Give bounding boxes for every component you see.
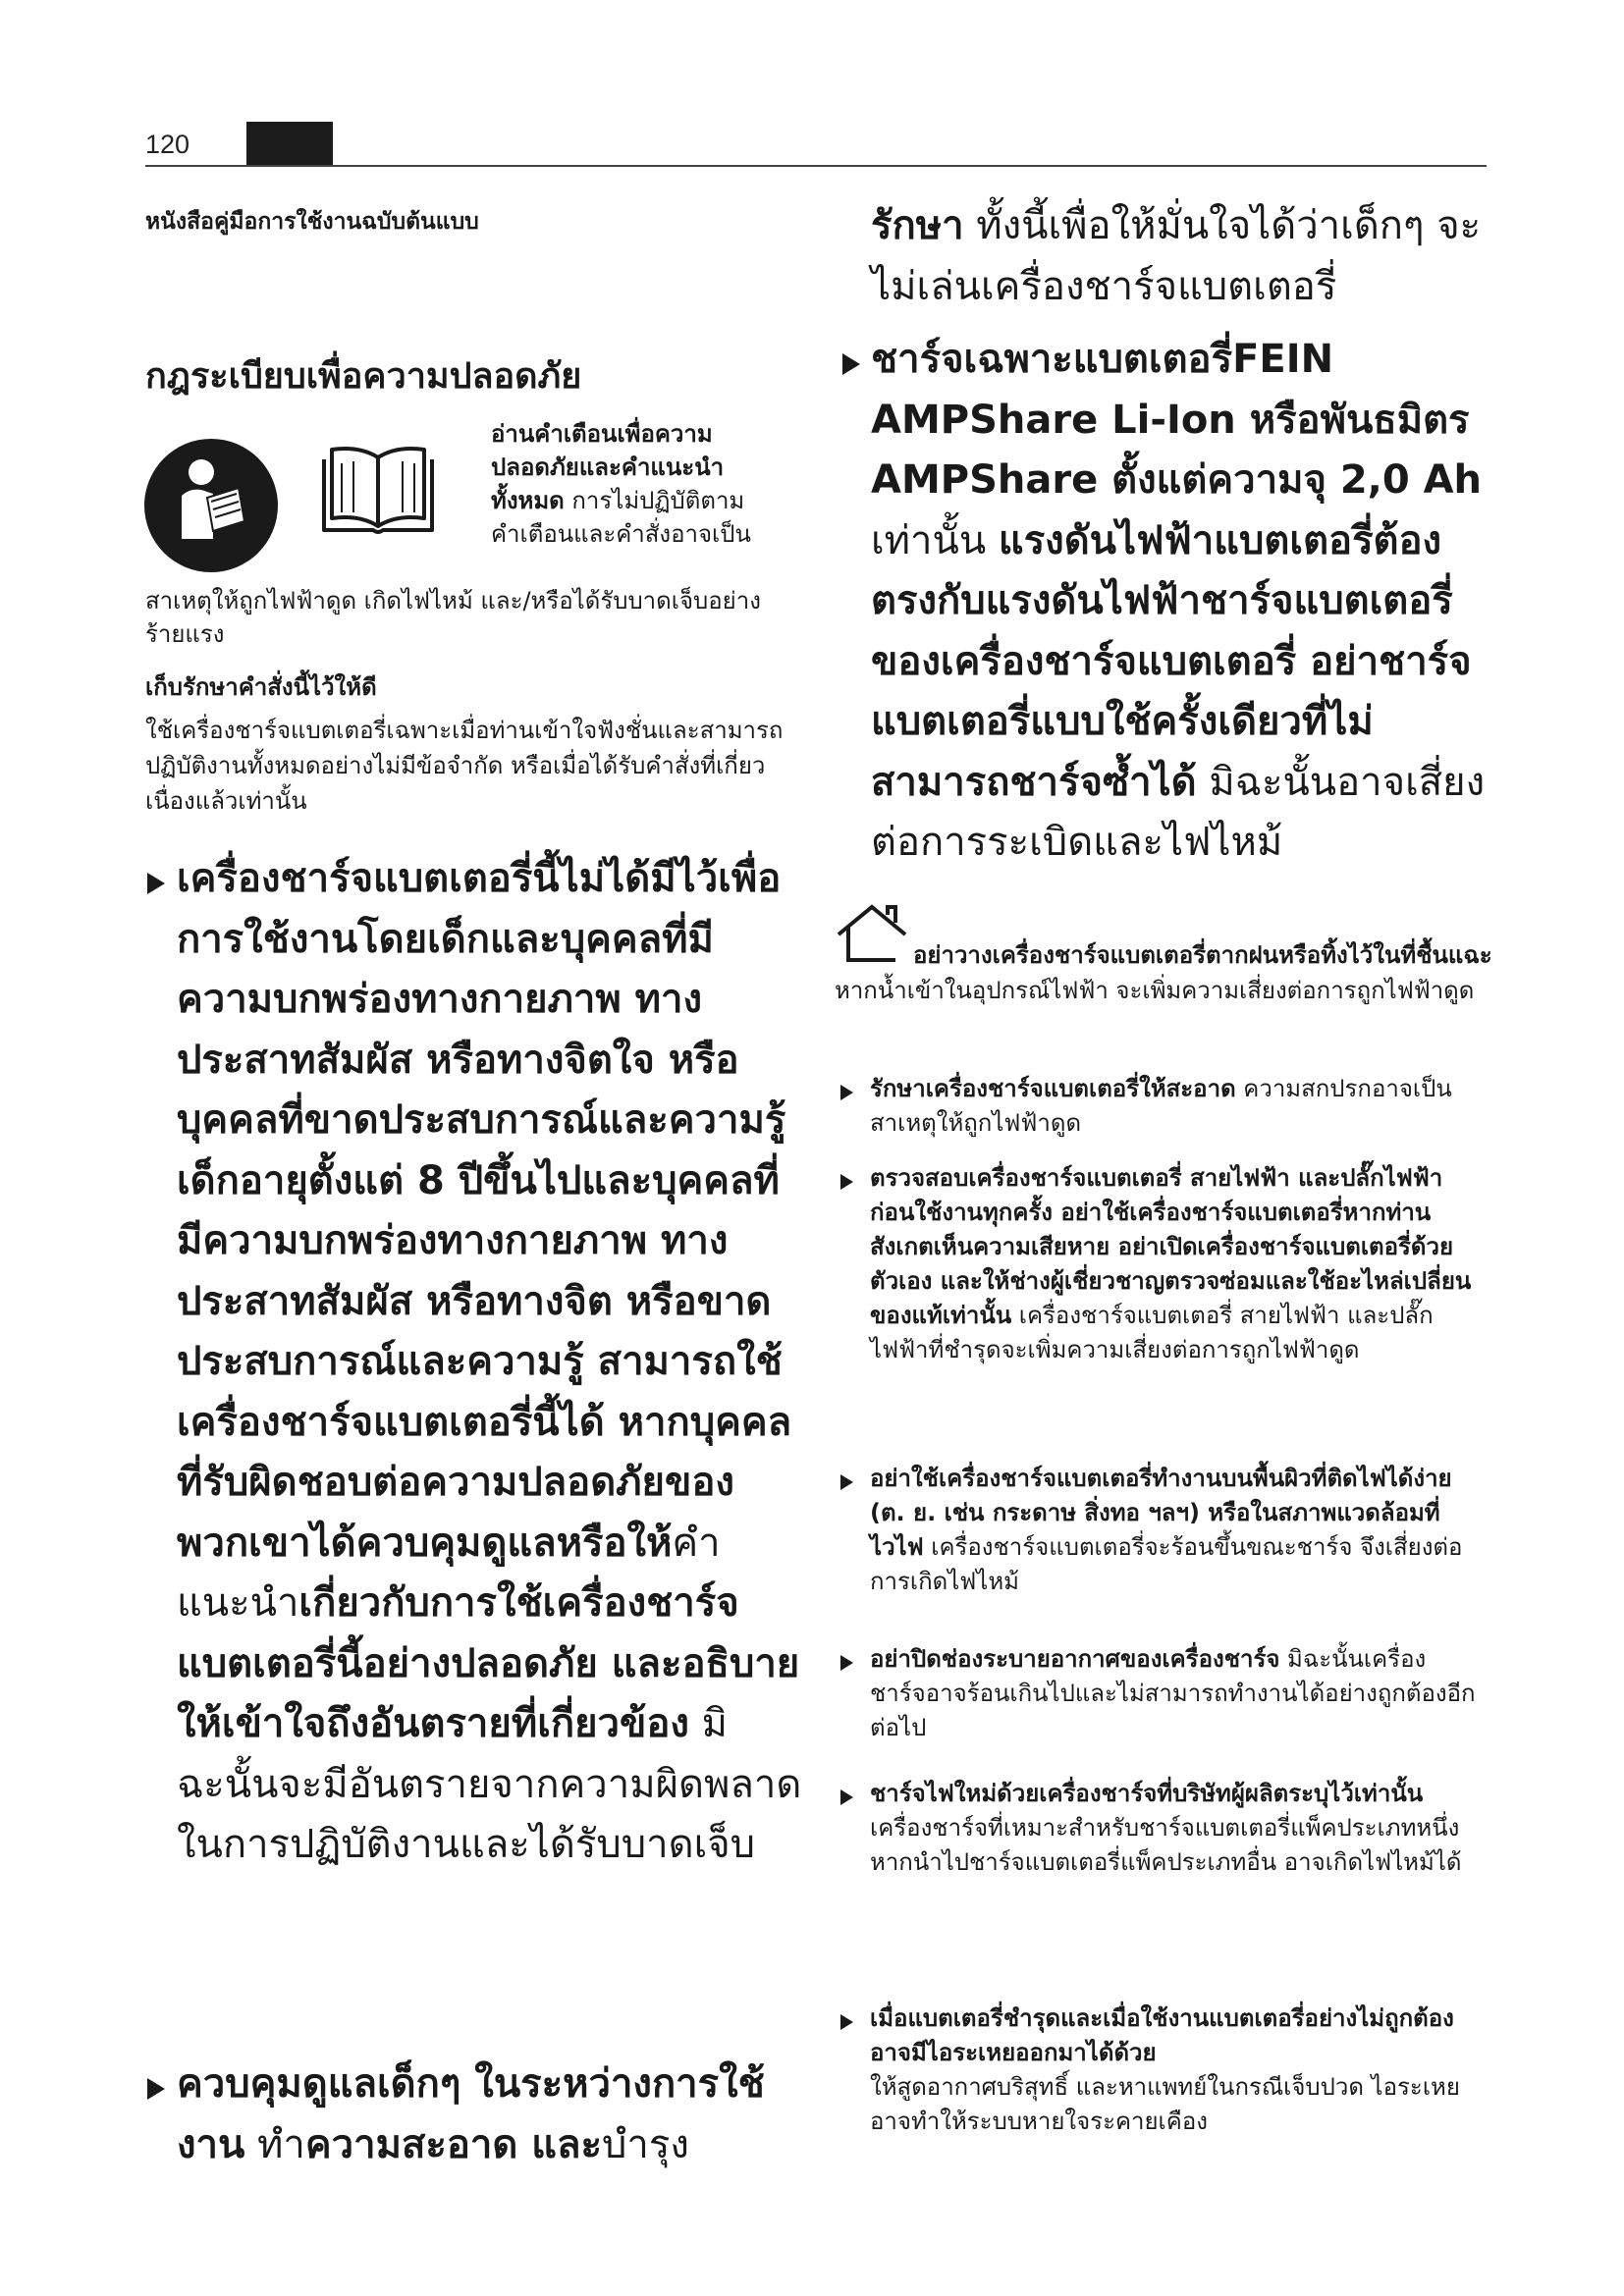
b1-normal: คำแนะนำ [177, 1520, 721, 1626]
approved-charger-item [870, 1777, 1479, 1880]
warning-line: คำเตือนและคำสั่งอาจเป็น [491, 520, 751, 548]
b3-bold1: ชาร์จเฉพาะแบตเตอรี่FEIN AMPShare Li-Ion หรือพันธมิตร AMPShare ตั้งแต่ความจุ 2,0 Ah [871, 337, 1483, 503]
s2-rest: เครื่องชาร์จแบตเตอรี่ สายไฟฟ้า และปลั๊กไฟฟ้าที่ชำรุดจะเพิ่มความเสี่ยงต่อการถูกไฟฟ้าดูด [870, 1302, 1434, 1363]
flammable-surface-item [870, 1462, 1479, 1599]
battery-type-paragraph [871, 330, 1499, 874]
s4-bold: อย่าปิดช่องระบายอากาศของเครื่องชาร์จ [870, 1645, 1280, 1673]
warning-line: ปลอดภัยและคำแนะนำ [491, 454, 725, 481]
warning-block [491, 417, 785, 551]
s5-rest: เครื่องชาร์จที่เหมาะสำหรับชาร์จแบตเตอรี่แพ็คประเภทหนึ่ง หากนำไปชาร์จแบตเตอรี่แพ็คประเภทอื่น อาจเกิดไฟไหม้ได้ [870, 1814, 1462, 1876]
b2-normal3: ทั้งนี้เพื่อให้มั่นใจได้ว่าเด็กๆ จะไม่เล่นเครื่องชาร์จแบตเตอรี่ [871, 203, 1482, 309]
section-title: กฎระเบียบเพื่อความปลอดภัย [145, 356, 582, 397]
s3-bold: อย่าใช้เครื่องชาร์จแบตเตอรี่ทำงานบนพื้นผิวที่ติดไฟได้ง่าย (ต. ย. เช่น กระดาษ สิ่งทอ ฯลฯ) หรือในสภาพแวดล้อมที่ไวไฟ [870, 1465, 1452, 1561]
s1-bold: รักษาเครื่องชาร์จแบตเตอรี่ให้สะอาด [870, 1075, 1236, 1102]
triangle-bullet-icon [147, 2078, 165, 2100]
triangle-bullet-icon [840, 1474, 853, 1490]
b2-normal1: ทำ [244, 2121, 305, 2167]
keep-instructions-heading: เก็บรักษาคำสั่งนี้ไว้ให้ดี [145, 673, 377, 701]
b2-normal2: บำรุง [602, 2121, 689, 2167]
warning-line-bold: ทั้งหมด [491, 487, 565, 514]
s1-rest: ความสกปรกอาจเป็นสาเหตุให้ถูกไฟฟ้าดูด [870, 1075, 1452, 1137]
triangle-bullet-icon [147, 873, 165, 894]
s4-rest: มิฉะนั้นเครื่องชาร์จอาจร้อนเกินไปและไม่สามารถทำงานได้อย่างถูกต้องอีกต่อไป [870, 1645, 1476, 1741]
header-black-block [246, 122, 333, 165]
warning-continuation: สาเหตุให้ถูกไฟฟ้าดูด เกิดไฟไหม้ และ/หรือได้รับบาดเจ็บอย่างร้ายแรง [145, 587, 761, 648]
warning-line: อ่านคำเตือนเพื่อความ [491, 420, 713, 448]
read-manual-person-icon [142, 437, 280, 574]
house-bold: อย่าวางเครื่องชาร์จแบตเตอรี่ตากฝนหรือทิ้งไว้ในที่ชื้นแฉะ [913, 941, 1492, 969]
b3-bold2: แรงดันไฟฟ้าแบตเตอรี่ต้องตรงกับแรงดันไฟฟ้าชาร์จแบตเตอรี่ของเครื่องชาร์จแบตเตอรี่ อย่าชาร์จแบตเตอรี่แบบใช้ครั้งเดียวที่ไม่สามารถชาร์จซ้ำได้ [871, 517, 1472, 805]
usage-paragraph: ใช้เครื่องชาร์จแบตเตอรี่เฉพาะเมื่อท่านเข้าใจฟังชั่นและสามารถปฏิบัติงานทั้งหมดอย่างไม่มีข้อจำกัด หรือเมื่อได้รับคำสั่งที่เกี่ยวเนื่องแล้วเท่านั้น [145, 717, 784, 815]
triangle-bullet-icon [840, 1174, 853, 1190]
supervise-children-paragraph [177, 2055, 825, 2175]
inspect-charger-item [870, 1161, 1479, 1367]
triangle-bullet-icon [840, 1085, 853, 1100]
header-rule [145, 165, 1487, 167]
s6-rest: ให้สูดอากาศบริสุทธิ์ และหาแพทย์ในกรณีเจ็บปวด ไอระเหยอาจทำให้ระบบหายใจระคายเคือง [870, 2073, 1460, 2135]
b2-bold3: รักษา [871, 203, 964, 248]
s6-bold: เมื่อแบตเตอรี่ชำรุดและเมื่อใช้งานแบตเตอรี่อย่างไม่ถูกต้องอาจมีไอระเหยออกมาได้ด้วย [870, 2004, 1454, 2066]
triangle-bullet-icon [840, 2014, 853, 2030]
triangle-bullet-icon [840, 1655, 853, 1671]
b2-bold1: ควบคุมดูแลเด็กๆ ในระหว่างการใช้งาน [177, 2061, 765, 2167]
rain-warning-paragraph [835, 937, 1492, 1008]
s2-bold: ตรวจสอบเครื่องชาร์จแบตเตอรี่ สายไฟฟ้า และปลั๊กไฟฟ้าก่อนใช้งานทุกครั้ง อย่าใช้เครื่องชาร์จแบตเตอรี่หากท่านสังเกตเห็นความเสียหาย อย่าเปิดเครื่องชาร์จแบตเตอรี่ด้วยตัวเอง และให้ช่างผู้เชี่ยวชาญตรวจซ่อมและใช้อะไหล่เปลี่ยนของแท้เท่านั้น [870, 1164, 1472, 1329]
b1-bold2: เกี่ยวกับการใช้เครื่องชาร์จแบตเตอรี่นี้อย่างปลอดภัย และอธิบายให้เข้าใจถึงอันตรายที่เกี่ยวข้อง [177, 1580, 800, 1746]
triangle-bullet-icon [842, 353, 860, 375]
document-type: หนังสือคู่มือการใช้งานฉบับต้นแบบ [145, 209, 479, 235]
b3-normal1: เท่านั้น [871, 517, 999, 563]
s5-bold: ชาร์จไฟใหม่ด้วยเครื่องชาร์จที่บริษัทผู้ผลิตระบุไว้เท่านั้น [870, 1780, 1424, 1807]
battery-vapour-item [870, 2002, 1479, 2139]
b3-normal2: มิฉะนั้นอาจเสี่ยงต่อการระเบิดและไฟไหม้ [871, 759, 1486, 865]
house-rest: หากน้ำเข้าในอุปกรณ์ไฟฟ้า จะเพิ่มความเสี่ยงต่อการถูกไฟฟ้าดูด [835, 977, 1475, 1004]
warning-line-rest: การไม่ปฏิบัติตาม [564, 487, 745, 514]
keep-clean-item [870, 1072, 1479, 1141]
supervise-children-continuation [871, 196, 1499, 317]
b1-normal2: มิฉะนั้นจะมีอันตรายจากความผิดพลาดในการปฏิบัติงานและได้รับบาดเจ็บ [177, 1701, 802, 1867]
children-warning-paragraph [177, 849, 805, 1876]
s3-rest: เครื่องชาร์จแบตเตอรี่จะร้อนขึ้นขณะชาร์จ จึงเสี่ยงต่อการเกิดไฟไหม้ [870, 1533, 1463, 1595]
open-book-icon [320, 440, 436, 538]
b1-bold: เครื่องชาร์จแบตเตอรี่นี้ไม่ได้มีไว้เพื่อการใช้งานโดยเด็กและบุคคลที่มีความบกพร่องทางกายภาพ ทางประสาทสัมผัส หรือทางจิตใจ หรือบุคคลที่ขาดประสบการณ์และความรู้ เด็กอายุตั้งแต่ 8 ปีขึ้นไปและบุคคลที่มีความบกพร่องทางกายภาพ ทางประสาทสัมผัส หรือทางจิต หรือขาดประสบการณ์และความรู้ สามารถใช้เครื่องชาร์จแบตเตอรี่นี้ได้ หากบุคคลที่รับผิดชอบต่อความปลอดภัยของพวกเขาได้ควบคุมดูแลหรือให้ [177, 856, 792, 1566]
b2-bold2: ความสะอาด และ [304, 2121, 602, 2167]
page-number: 120 [145, 130, 190, 159]
ventilation-item [870, 1642, 1479, 1745]
triangle-bullet-icon [840, 1789, 853, 1805]
